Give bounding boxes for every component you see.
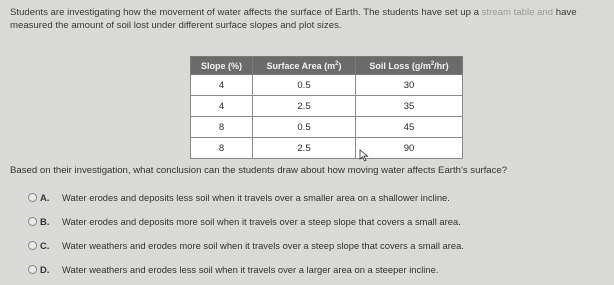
option-text: Water weathers and erodes less soil when it travels over a larger area on a steeper incline. <box>62 263 439 275</box>
option-letter: C. <box>40 239 50 251</box>
cell-slope: 4 <box>191 96 253 117</box>
intro-text: Students are investigating how the movement of water affects the surface of Earth. The students have set up a <box>10 7 482 18</box>
cell-loss: 45 <box>356 117 463 138</box>
radio-button[interactable] <box>28 241 37 250</box>
soil-loss-table <box>190 56 463 159</box>
radio-button[interactable] <box>28 193 37 202</box>
question-text: Based on their investigation, what conclusion can the students draw about how moving water affects Earth's surface? <box>10 165 508 176</box>
table-row <box>191 117 463 138</box>
cell-area: 0.5 <box>253 75 356 96</box>
option-b[interactable] <box>28 209 464 233</box>
cell-area: 2.5 <box>253 138 356 159</box>
intro-text-faded: stream table and <box>481 7 554 18</box>
radio-button[interactable] <box>28 217 37 226</box>
cell-area: 2.5 <box>253 96 356 117</box>
header-surface-area: Surface Area $(m^2)$ <box>253 57 356 75</box>
option-letter: B. <box>40 215 50 227</box>
cell-loss: 35 <box>356 96 463 117</box>
table-row <box>191 96 463 117</box>
cell-slope: 4 <box>191 75 253 96</box>
header-soil-loss: Soil Loss $(g/m^2/hr)$ <box>356 57 463 75</box>
cell-slope: 8 <box>191 117 253 138</box>
option-c[interactable] <box>28 233 464 257</box>
table-header-row <box>191 57 463 75</box>
option-text: Water erodes and deposits more soil when it travels over a steep slope that covers a small area. <box>62 215 461 227</box>
radio-button[interactable] <box>28 265 37 274</box>
option-a[interactable] <box>28 185 464 209</box>
table-row <box>191 138 463 159</box>
cell-loss: 90 <box>356 138 463 159</box>
answer-options <box>28 185 464 281</box>
mouse-cursor-icon <box>359 149 369 162</box>
intro-text-2: have measured the amount of soil lost under different surface slopes and plot sizes. <box>10 7 577 31</box>
option-text: Water erodes and deposits less soil when it travels over a smaller area on a shallower incline. <box>62 191 450 203</box>
option-d[interactable] <box>28 257 464 281</box>
table-row <box>191 75 463 96</box>
question-intro <box>10 6 608 32</box>
option-letter: D. <box>40 263 50 275</box>
option-letter: A. <box>40 191 50 203</box>
cell-area: 0.5 <box>253 117 356 138</box>
cell-loss: 30 <box>356 75 463 96</box>
cell-slope: 8 <box>191 138 253 159</box>
header-slope: Slope (%) <box>191 57 253 75</box>
option-text: Water weathers and erodes more soil when it travels over a steep slope that covers a small area. <box>62 239 464 251</box>
